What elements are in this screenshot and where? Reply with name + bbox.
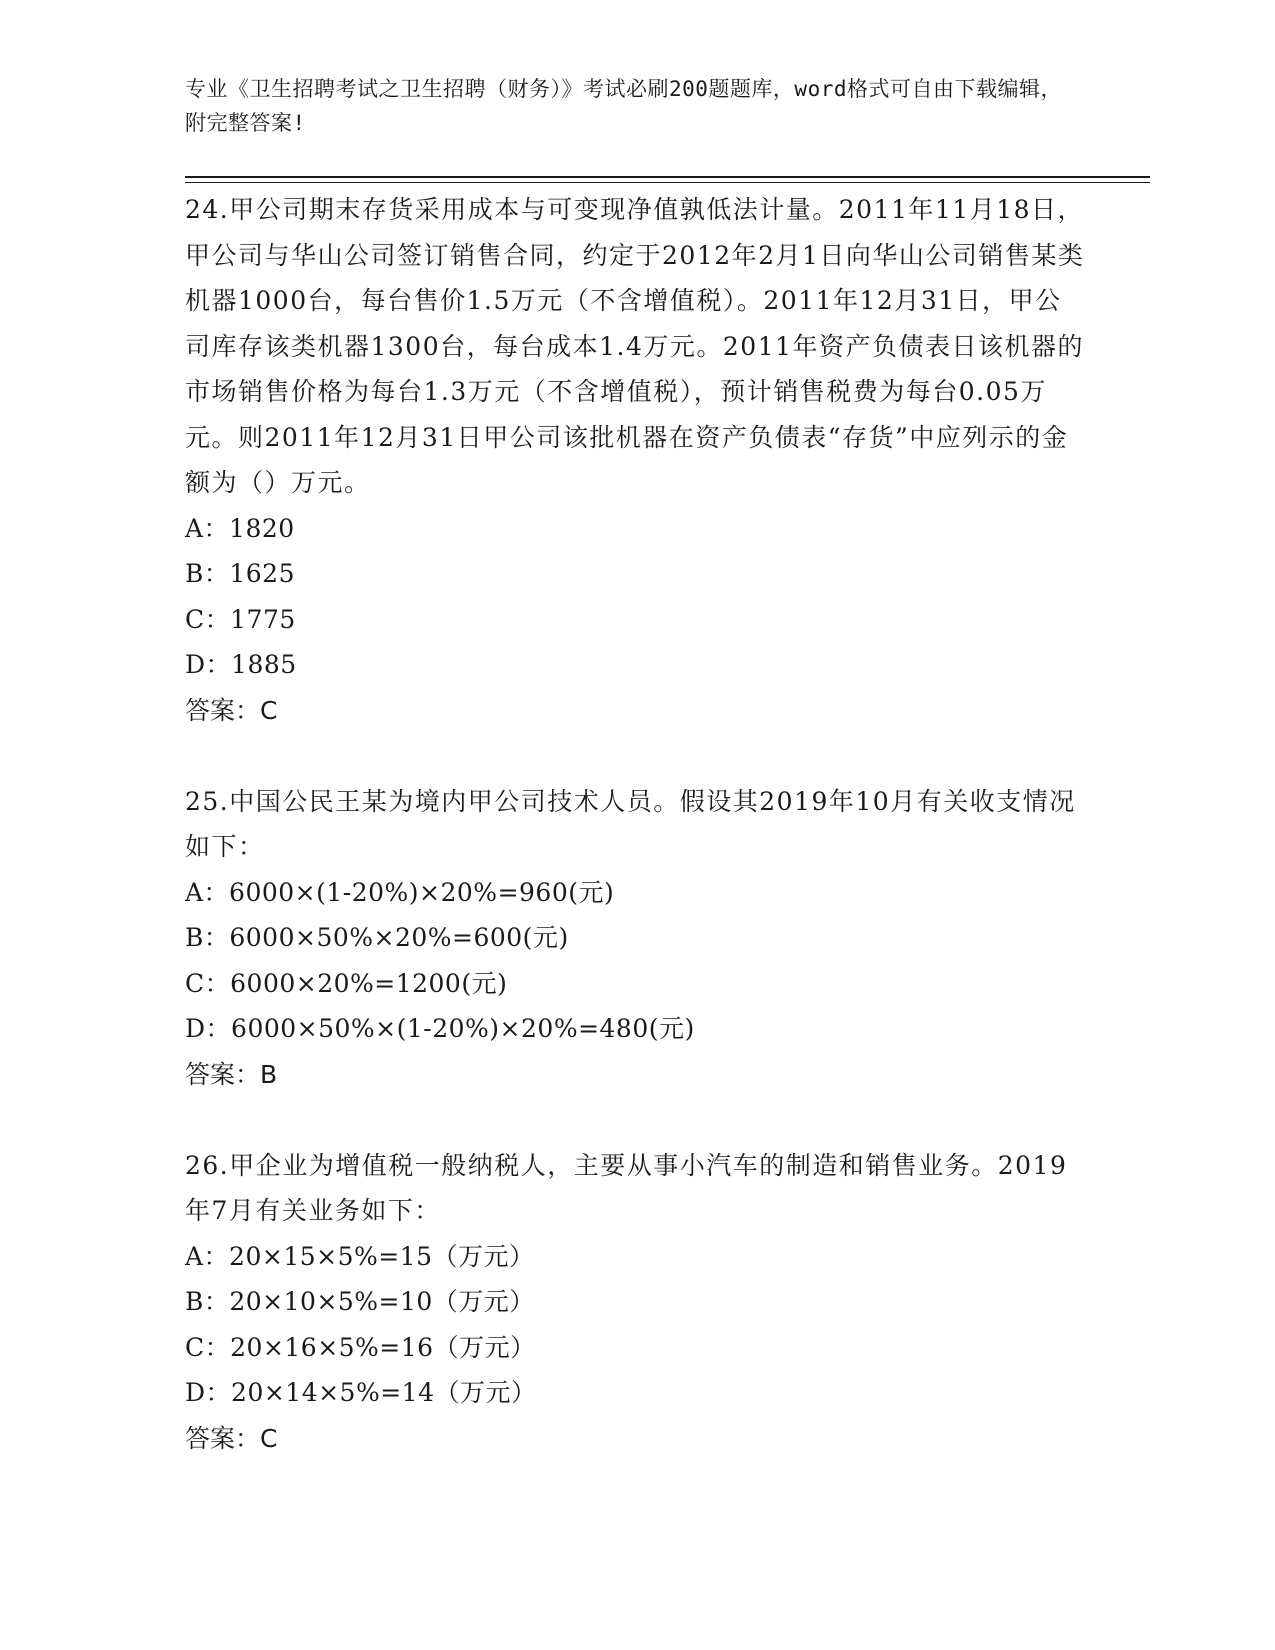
answer-line: 答案：C (185, 1423, 278, 1453)
question-stem: 24.甲公司期末存货采用成本与可变现净值孰低法计量。2011年11月18日，甲公司与华山公司签订销售合同，约定于2012年2月1日向华山公司销售某类机器1000台，每台售价1.5万元（不含增值税）。2011年12月31日，甲公司库存该类机器1300台，每台成本1.4万元。2011年资产负债表日该机器的市场销售价格为每台1.3万元（不含增值税），预计销售税费为每台0.05万元。则2011年12月31日甲公司该批机器在资产负债表“存货”中应列示的金额为（）万元。 (185, 195, 1085, 497)
option-d: D：6000×50%×(1-20%)×20%=480(元) (185, 1014, 695, 1043)
question-25 (185, 779, 1085, 1098)
option-a: A：1820 (185, 513, 295, 543)
option-c: C：6000×20%=1200(元) (185, 968, 508, 998)
option-b: B：6000×50%×20%=600(元) (185, 923, 569, 952)
option-d: D：1885 (185, 650, 297, 679)
option-b: B：20×10×5%=10（万元） (185, 1287, 535, 1316)
question-spacer (185, 733, 1085, 779)
option-d: D：20×14×5%=14（万元） (185, 1378, 537, 1407)
document-header-title: 专业《卫生招聘考试之卫生招聘（财务）》考试必刷200题题库，word格式可自由下载编辑，附完整答案! (185, 77, 1062, 135)
option-a: A：20×15×5%=15（万元） (185, 1241, 535, 1271)
answer-line: 答案：C (185, 695, 278, 725)
option-c: C：20×16×5%=16（万元） (185, 1332, 536, 1362)
question-26 (185, 1143, 1085, 1462)
option-a: A：6000×(1-20%)×20%=960(元) (185, 877, 615, 907)
question-stem: 26.甲企业为增值税一般纳税人，主要从事小汽车的制造和销售业务。2019年7月有关业务如下： (185, 1150, 1068, 1225)
header-divider-thin (185, 182, 1150, 183)
question-list (185, 187, 1085, 1461)
question-stem: 25.中国公民王某为境内甲公司技术人员。假设其2019年10月有关收支情况如下： (185, 786, 1076, 861)
question-24 (185, 187, 1085, 733)
question-spacer (185, 1097, 1085, 1143)
option-c: C：1775 (185, 604, 296, 634)
header-divider-thick (185, 176, 1150, 178)
option-b: B：1625 (185, 559, 295, 588)
answer-line: 答案：B (185, 1059, 278, 1089)
